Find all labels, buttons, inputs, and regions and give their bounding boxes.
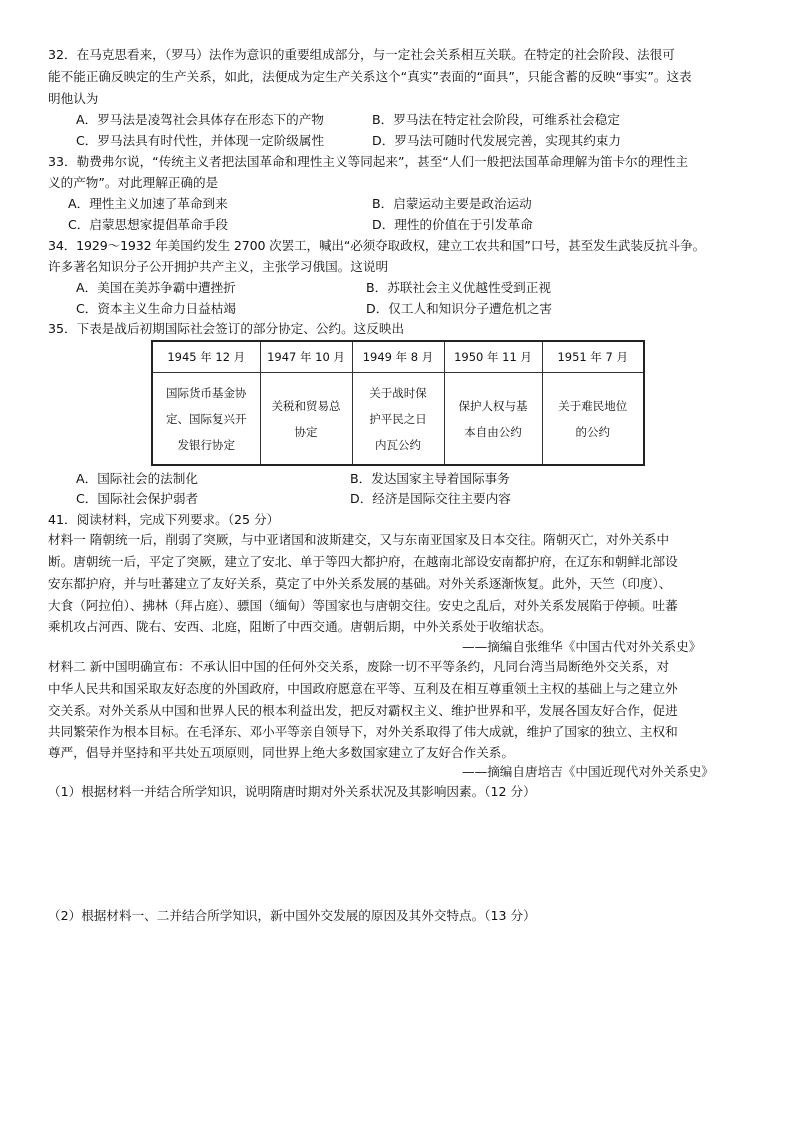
material-2-line: 材料二 新中国明确宣布：不承认旧中国的任何外交关系，废除一切不平等条约，凡同台湾当局断绝外交关系，对 (48, 659, 670, 674)
material-1-line: 断。唐朝统一后，平定了突厥，建立了安北、单于等四大都护府，在越南北部设安南都护府，在辽东和朝鲜北部设 (48, 554, 678, 569)
q32-stem-line-2: 能不能正确反映定的生产关系，如此，法便成为定生产关系这个“真实”表面的“面具”，只能含蓄的反映“事实”。这表 (48, 69, 692, 84)
q34-option-d: D．仅工人和知识分子遭危机之害 (366, 301, 553, 316)
table-date-cell: 1950 年 11 月 (444, 341, 542, 373)
q32-option-b: B．罗马法在特定社会阶段，可维系社会稳定 (372, 112, 620, 127)
table-agreement-cell (352, 373, 444, 466)
q33-option-a: A．理性主义加速了革命到来 (68, 196, 228, 211)
q34-stem-line-1: 34．1929～1932 年美国约发生 2700 次罢工，喊出“必须夺取政权，建立工农共和国”口号，甚至发生武装反抗斗争。 (48, 238, 706, 253)
q41-stem: 41．阅读材料，完成下列要求。（25 分） (48, 512, 280, 527)
material-1-line: 大食（阿拉伯）、拂林（拜占庭）、骠国（缅甸）等国家也与唐朝交往。安史之乱后，对外关系发展陷于停顿。吐蕃 (48, 598, 678, 613)
q33-option-c: C．启蒙思想家提倡革命手段 (68, 217, 228, 232)
cell-line: 定、国际复兴开 (166, 411, 247, 426)
cell-line: 本自由公约 (464, 424, 522, 439)
material-2-line: 共同繁荣作为根本目标。在毛泽东、邓小平等亲自领导下，对外关系取得了伟大成就，维护了国家的独立、主权和 (48, 724, 678, 739)
q34-option-c: C．资本主义生命力日益枯竭 (76, 301, 236, 316)
cell-line: 发银行协定 (177, 437, 235, 452)
material-2-source: ——摘编自唐培吉《中国近现代对外关系史》 (462, 764, 714, 779)
q33-stem-line-2: 义的产物”。对此理解正确的是 (48, 175, 219, 190)
material-1-line: 材料一 隋朝统一后，削弱了突厥，与中亚诸国和波斯建交，又与东南亚国家及日本交往。隋朝灭亡，对外关系中 (48, 532, 670, 547)
q33-option-d: D．理性的价值在于引发革命 (372, 217, 533, 232)
q33-stem-line-1: 33．勒费弗尔说，“传统主义者把法国革命和理性主义等同起来”，甚至“人们一般把法国革命理解为笛卡尔的理性主 (48, 154, 689, 169)
q33-option-b: B．启蒙运动主要是政治运动 (372, 196, 532, 211)
q35-option-a: A．国际社会的法制化 (76, 471, 198, 486)
table-row (152, 373, 644, 466)
cell-line: 关于战时保 (369, 385, 427, 400)
table-date-cell: 1945 年 12 月 (152, 341, 260, 373)
table-header-row (152, 341, 644, 373)
material-2-line: 中华人民共和国采取友好态度的外国政府，中国政府愿意在平等、互利及在相互尊重领土主权的基础上与之建立外 (48, 681, 678, 696)
q32-stem-line-3: 明他认为 (48, 91, 99, 106)
cell-line: 国际货币基金协 (166, 385, 247, 400)
q32-stem-line-1: 32．在马克思看来，（罗马）法作为意识的重要组成部分，与一定社会关系相互关联。在特定的社会阶段、法很可 (48, 47, 675, 62)
cell-line: 关税和贸易总 (271, 398, 341, 413)
q41-subquestion-2: （2）根据材料一、二并结合所学知识，新中国外交发展的原因及其外交特点。（13 分） (48, 908, 536, 923)
table-date-cell: 1947 年 10 月 (260, 341, 352, 373)
table-date-cell: 1951 年 7 月 (542, 341, 644, 373)
q35-option-d: D．经济是国际交往主要内容 (350, 491, 511, 506)
table-agreement-cell (444, 373, 542, 466)
cell-line: 内瓦公约 (375, 437, 421, 452)
cell-line: 护平民之日 (369, 411, 427, 426)
material-2-line: 交关系。对外关系从中国和世界人民的根本利益出发，把反对霸权主义、维护世界和平，发展各国友好合作，促进 (48, 703, 678, 718)
q41-subquestion-1: （1）根据材料一并结合所学知识，说明隋唐时期对外关系状况及其影响因素。（12 分） (48, 784, 536, 799)
q35-option-c: C．国际社会保护弱者 (76, 491, 199, 506)
q34-stem-line-2: 许多著名知识分子公开拥护共产主义，主张学习俄国。这说明 (48, 259, 389, 274)
material-1-line: 安东都护府，并与吐蕃建立了友好关系，莫定了中外关系发展的基础。对外关系逐渐恢复。此外，天竺（印度）、 (48, 576, 672, 591)
q35-stem: 35．下表是战后初期国际社会签订的部分协定、公约。这反映出 (48, 321, 405, 336)
material-1-line: 乘机攻占河西、陇右、安西、北庭，阻断了中西交通。唐朝后期，中外关系处于收缩状态。 (48, 619, 552, 634)
cell-line: 关于难民地位 (558, 398, 628, 413)
table-agreement-cell (260, 373, 352, 466)
cell-line: 保护人权与基 (458, 398, 528, 413)
q34-option-b: B．苏联社会主义优越性受到正视 (366, 280, 551, 295)
table-date-cell: 1949 年 8 月 (352, 341, 444, 373)
cell-line: 协定 (294, 424, 318, 439)
q32-option-a: A．罗马法是凌驾社会具体存在形态下的产物 (76, 112, 324, 127)
q32-option-d: D．罗马法可随时代发展完善，实现其约束力 (372, 133, 621, 148)
q34-option-a: A．美国在美苏争霸中遭挫折 (76, 280, 236, 295)
q35-option-b: B．发达国家主导着国际事务 (350, 471, 510, 486)
table-agreement-cell (152, 373, 260, 466)
cell-line: 的公约 (575, 424, 610, 439)
material-2-line: 尊严，倡导并坚持和平共处五项原则，同世界上绝大多数国家建立了友好合作关系。 (48, 745, 514, 760)
table-agreement-cell (542, 373, 644, 466)
agreements-table (151, 340, 645, 466)
material-1-source: ——摘编自张维华《中国古代对外关系史》 (462, 639, 702, 654)
q32-option-c: C．罗马法具有时代性，并体现一定阶级属性 (76, 133, 325, 148)
